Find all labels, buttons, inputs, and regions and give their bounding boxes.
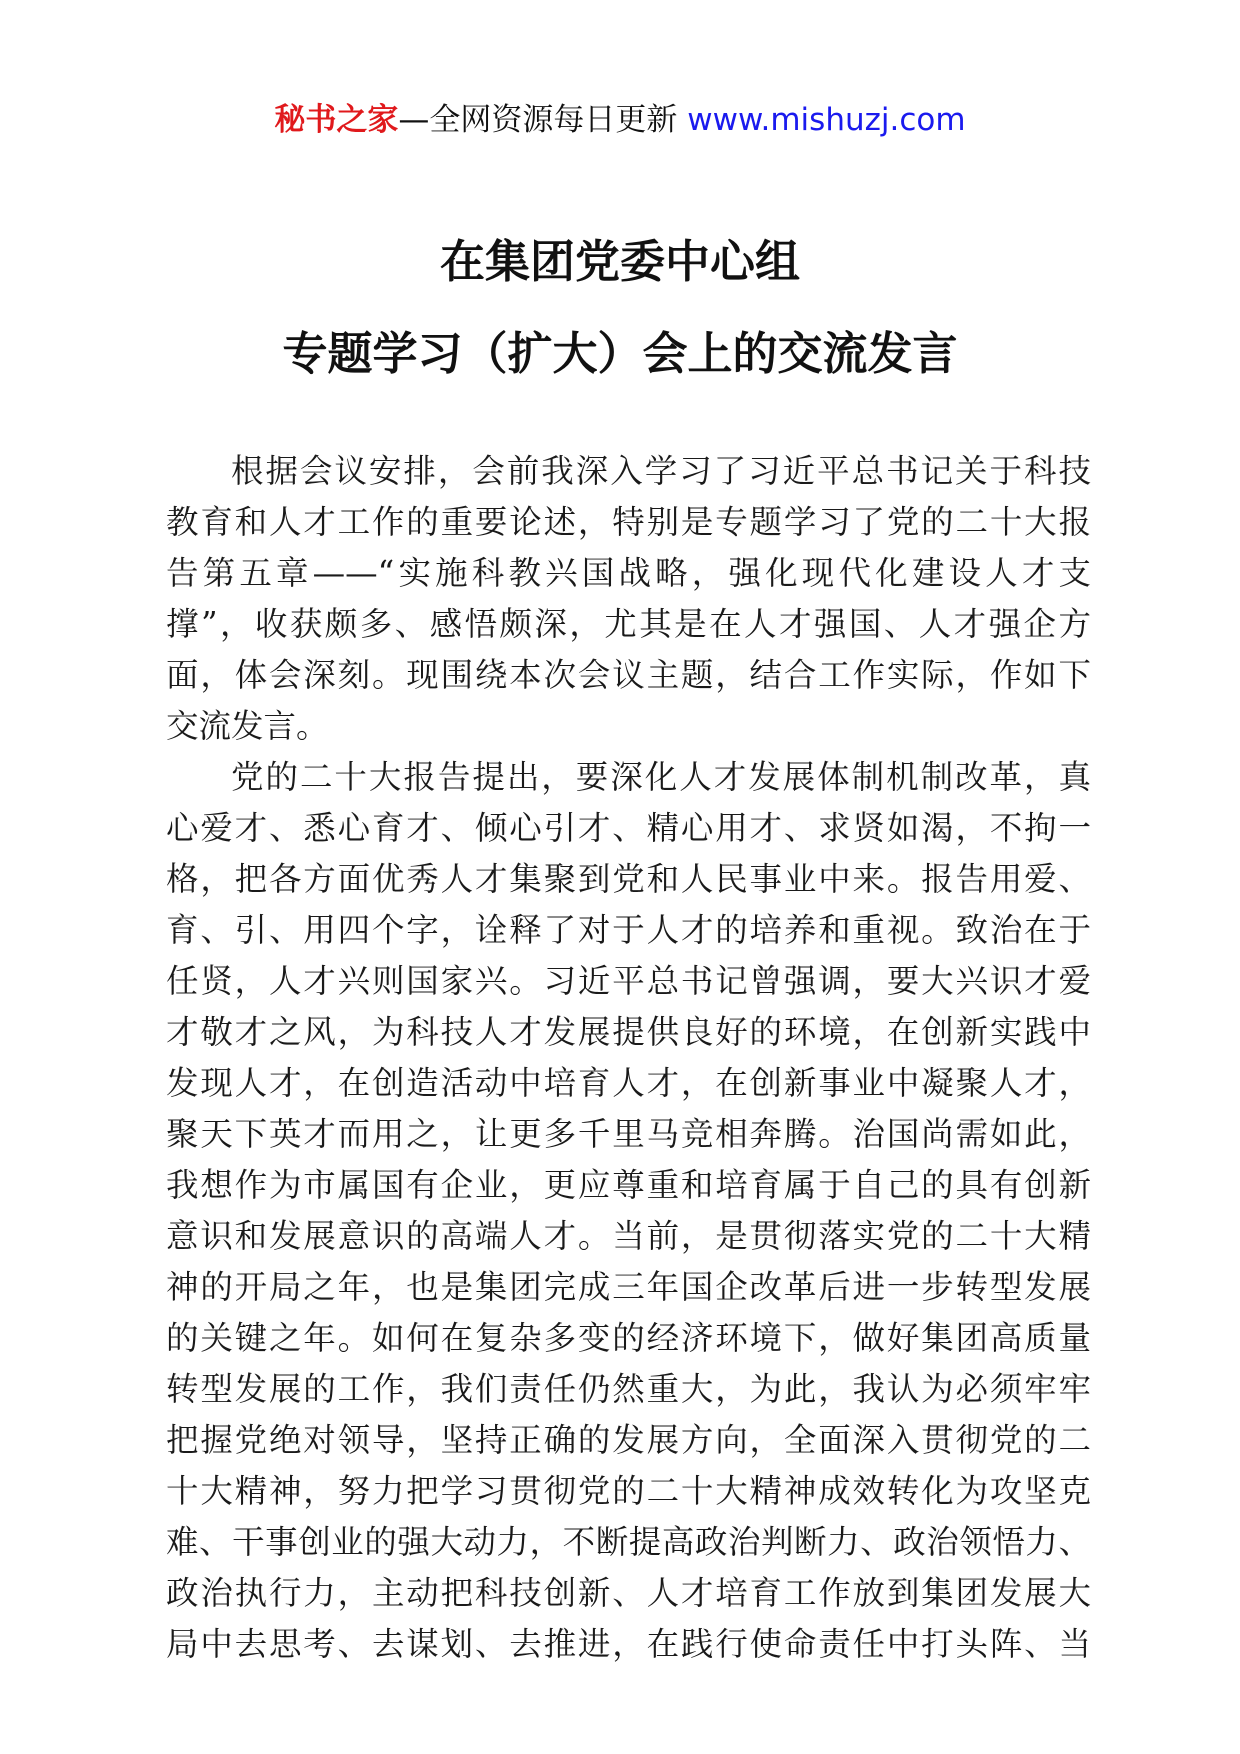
- document-body: [166, 446, 1091, 1670]
- body-line: 撑”，收获颇多、感悟颇深，尤其是在人才强国、人才强企方: [166, 605, 1091, 643]
- body-line: 的关键之年。如何在复杂多变的经济环境下，做好集团高质量: [166, 1319, 1091, 1357]
- body-line: 格，把各方面优秀人才集聚到党和人民事业中来。报告用爱、: [166, 860, 1091, 898]
- body-line: 转型发展的工作，我们责任仍然重大，为此，我认为必须牢牢: [166, 1370, 1091, 1408]
- body-line: 育、引、用四个字，诠释了对于人才的培养和重视。致治在于: [166, 911, 1091, 949]
- body-line: 聚天下英才而用之，让更多千里马竞相奔腾。治国尚需如此，: [166, 1115, 1091, 1153]
- site-slogan: —全网资源每日更新: [398, 102, 688, 138]
- body-line: 根据会议安排，会前我深入学习了习近平总书记关于科技: [231, 452, 1091, 490]
- body-line: 才敬才之风，为科技人才发展提供良好的环境，在创新实践中: [166, 1013, 1091, 1051]
- body-line: 发现人才，在创造活动中培育人才，在创新事业中凝聚人才，: [166, 1064, 1091, 1102]
- document-title-line-2: 专题学习（扩大）会上的交流发言: [282, 327, 958, 380]
- body-line: 面，体会深刻。现围绕本次会议主题，结合工作实际，作如下: [166, 656, 1091, 694]
- body-line: 把握党绝对领导，坚持正确的发展方向，全面深入贯彻党的二: [166, 1421, 1091, 1459]
- body-line: 教育和人才工作的重要论述，特别是专题学习了党的二十大报: [166, 503, 1091, 541]
- body-line: 告第五章——“实施科教兴国战略，强化现代化建设人才支: [166, 554, 1091, 592]
- body-line: 任贤，人才兴则国家兴。习近平总书记曾强调，要大兴识才爱: [166, 962, 1091, 1000]
- site-header: [0, 98, 1240, 142]
- body-line: 心爱才、悉心育才、倾心引才、精心用才、求贤如渴，不拘一: [166, 809, 1091, 847]
- site-brand: 秘书之家: [274, 102, 399, 138]
- body-line: 神的开局之年，也是集团完成三年国企改革后进一步转型发展: [166, 1268, 1091, 1306]
- site-url-link[interactable]: www.mishuzj.com: [687, 102, 966, 138]
- document-title-line-1: 在集团党委中心组: [439, 235, 800, 288]
- body-line: 难、干事创业的强大动力，不断提高政治判断力、政治领悟力、: [166, 1523, 1091, 1561]
- body-line: 交流发言。: [166, 707, 329, 745]
- body-line: 我想作为市属国有企业，更应尊重和培育属于自己的具有创新: [166, 1166, 1091, 1204]
- body-line: 党的二十大报告提出，要深化人才发展体制机制改革，真: [231, 758, 1091, 796]
- body-line: 政治执行力，主动把科技创新、人才培育工作放到集团发展大: [166, 1574, 1091, 1612]
- body-line: 十大精神，努力把学习贯彻党的二十大精神成效转化为攻坚克: [166, 1472, 1091, 1510]
- body-line: 意识和发展意识的高端人才。当前，是贯彻落实党的二十大精: [166, 1217, 1091, 1255]
- body-line: 局中去思考、去谋划、去推进，在践行使命责任中打头阵、当: [166, 1625, 1091, 1663]
